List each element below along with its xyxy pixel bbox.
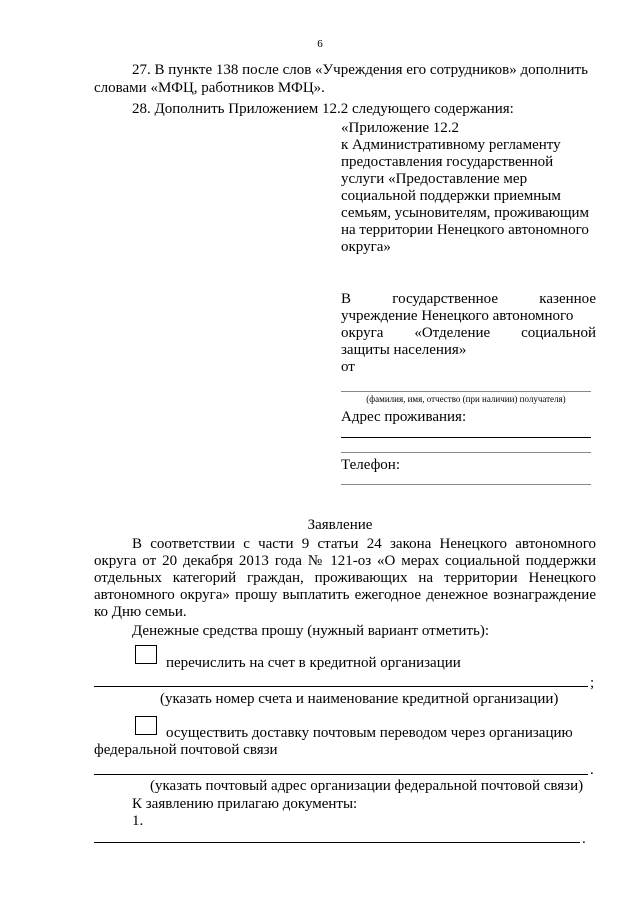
body-line3: отдельных категорий граждан, проживающих на территории Ненецкого <box>94 570 596 586</box>
addressee-line3 <box>341 325 596 342</box>
option1-checkbox[interactable] <box>135 645 157 664</box>
phone-label: Телефон: <box>341 457 400 473</box>
body-line1: В соответствии с части 9 статьи 24 закона Ненецкого автономного <box>132 536 596 552</box>
option2-underline <box>94 774 588 775</box>
statement-title: Заявление <box>307 517 373 533</box>
address-label: Адрес проживания: <box>341 409 467 425</box>
addressee-word: казенное <box>539 291 596 307</box>
address-underline-1 <box>341 437 591 438</box>
attachments-line: К заявлению прилагаю документы: <box>132 796 358 812</box>
body-line4: автономного округа» прошу выплатить ежегодное денежное вознаграждение <box>94 587 596 603</box>
addressee-line5: от <box>341 359 355 375</box>
addressee-word: В <box>341 291 352 307</box>
appendix-header-1: «Приложение 12.2 <box>341 120 460 136</box>
fio-caption: (фамилия, имя, отчество (при наличии) получателя) <box>366 394 566 404</box>
attachment-underline <box>94 842 580 843</box>
appendix-header-4: услуги «Предоставление мер <box>341 171 528 187</box>
address-underline-2 <box>341 452 591 453</box>
option1-caption: (указать номер счета и наименование кредитной организации) <box>160 691 559 707</box>
paragraph-27-line2: словами «МФЦ, работников МФЦ». <box>94 80 325 96</box>
option1-label: перечислить на счет в кредитной организации <box>166 655 461 671</box>
addressee-word: государственное <box>392 291 499 307</box>
appendix-header-8: округа» <box>341 239 391 255</box>
option2-dot: . <box>590 762 594 778</box>
phone-underline <box>341 484 591 485</box>
addressee-word: социальной <box>521 325 596 341</box>
option2-label-line1: осуществить доставку почтовым переводом через организацию <box>166 725 573 741</box>
body-line2: округа от 20 декабря 2013 года № 121-оз «О мерах социальной поддержки <box>94 553 596 569</box>
addressee-word: округа <box>341 325 384 341</box>
fio-underline <box>341 391 591 392</box>
addressee-word: «Отделение <box>414 325 491 341</box>
appendix-header-5: социальной поддержки приемным <box>341 188 561 204</box>
appendix-header-2: к Административному регламенту <box>341 137 561 153</box>
appendix-header-6: семьям, усыновителям, проживающим <box>341 205 590 221</box>
page-number: 6 <box>317 38 323 50</box>
option1-underline <box>94 686 588 687</box>
attachment-item-1: 1. <box>132 813 144 829</box>
option2-label-line2: федеральной почтовой связи <box>94 742 278 758</box>
paragraph-27-line1: 27. В пункте 138 после слов «Учреждения его сотрудников» дополнить <box>132 62 588 78</box>
addressee-line1 <box>341 291 596 308</box>
appendix-header-7: на территории Ненецкого автономного <box>341 222 589 238</box>
body-line5: ко Дню семьи. <box>94 604 187 620</box>
addressee-line2: учреждение Ненецкого автономного <box>341 308 574 324</box>
option2-checkbox[interactable] <box>135 716 157 735</box>
appendix-header-3: предоставления государственной <box>341 154 554 170</box>
funds-line: Денежные средства прошу (нужный вариант отметить): <box>132 623 489 639</box>
addressee-line4: защиты населения» <box>341 342 467 358</box>
option2-caption: (указать почтовый адрес организации федеральной почтовой связи) <box>150 778 584 794</box>
option1-semicolon: ; <box>590 675 595 691</box>
attachment-dot: . <box>582 831 586 847</box>
paragraph-28: 28. Дополнить Приложением 12.2 следующего содержания: <box>132 101 514 117</box>
